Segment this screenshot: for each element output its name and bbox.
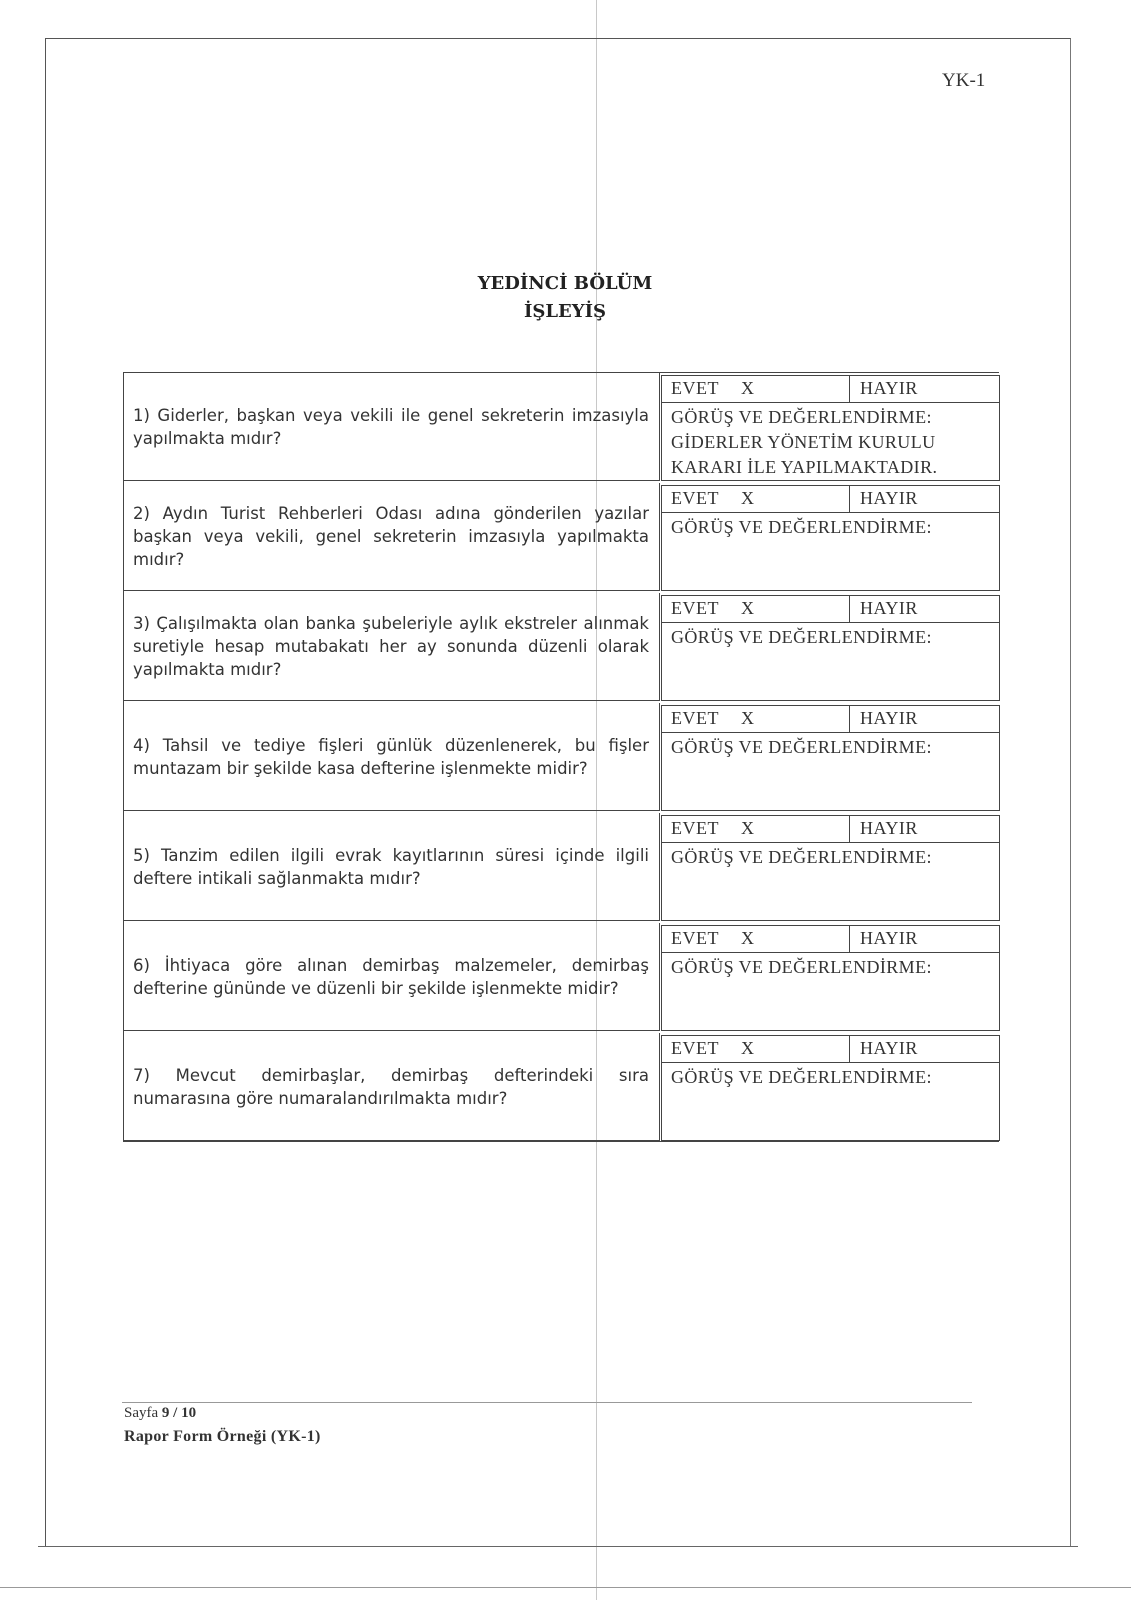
- hayir-option[interactable]: HAYIR: [860, 598, 918, 618]
- comment-area[interactable]: [671, 845, 991, 870]
- footer-page-number: 9 / 10: [161, 1405, 197, 1421]
- evet-label: EVET: [671, 708, 719, 728]
- evet-mark: X: [740, 1038, 755, 1058]
- question-text: 6) İhtiyaca göre alınan demirbaş malzemeler, demirbaş defterine gününde ve düzenli bir şekilde işlenmekte midir?: [133, 955, 649, 998]
- table-row: [124, 923, 1000, 1031]
- option-divider: [849, 926, 850, 952]
- hayir-option[interactable]: HAYIR: [860, 708, 918, 728]
- question-cell: [124, 373, 660, 481]
- comment-area[interactable]: [671, 405, 991, 480]
- answer-cell: [661, 925, 1000, 1031]
- evet-option[interactable]: [671, 378, 754, 399]
- page-code: YK-1: [942, 70, 986, 91]
- scan-bottom-edge: [0, 1587, 1131, 1588]
- question-text: 3) Çalışılmakta olan banka şubeleriyle aylık ekstreler alınmak suretiyle hesap mutabakatı her ay sonunda düzenli olarak yapılmakta mıdır?: [133, 614, 649, 679]
- evet-option[interactable]: [671, 818, 754, 839]
- yes-no-row: [662, 926, 999, 953]
- question-text: 7) Mevcut demirbaşlar, demirbaş defterindeki sıra numarasına göre numaralandırılmakta mıdır?: [133, 1065, 649, 1108]
- question-text: 4) Tahsil ve tediye fişleri günlük düzenlenerek, bu fişler muntazam bir şekilde kasa defterine işlenmekte midir?: [133, 735, 649, 778]
- evet-label: EVET: [671, 818, 719, 838]
- comment-area[interactable]: [671, 515, 991, 540]
- table-row: [124, 1033, 1000, 1141]
- comment-label: GÖRÜŞ VE DEĞERLENDİRME:: [671, 1067, 932, 1087]
- evet-label: EVET: [671, 928, 719, 948]
- comment-area[interactable]: [671, 955, 991, 980]
- hayir-option[interactable]: HAYIR: [860, 378, 918, 398]
- question-cell: [124, 923, 660, 1031]
- evet-option[interactable]: [671, 708, 754, 729]
- evet-label: EVET: [671, 598, 719, 618]
- answer-cell: [661, 485, 1000, 591]
- yes-no-row: [662, 596, 999, 623]
- answer-cell: [661, 1035, 1000, 1141]
- question-text: 2) Aydın Turist Rehberleri Odası adına gönderilen yazılar başkan veya vekili, genel sekreterin imzasıyla yapılmakta mıdır?: [133, 504, 649, 569]
- comment-text: GİDERLER YÖNETİM KURULU KARARI İLE YAPILMAKTADIR.: [671, 432, 938, 477]
- table-row: [124, 593, 1000, 701]
- evet-mark: X: [740, 488, 755, 508]
- option-divider: [849, 486, 850, 512]
- evet-mark: X: [740, 708, 755, 728]
- section-subtitle: İŞLEYİŞ: [523, 301, 607, 322]
- comment-label: GÖRÜŞ VE DEĞERLENDİRME:: [671, 407, 932, 427]
- evet-option[interactable]: [671, 598, 754, 619]
- evet-option[interactable]: [671, 1038, 754, 1059]
- question-cell: [124, 703, 660, 811]
- option-divider: [849, 596, 850, 622]
- hayir-option[interactable]: HAYIR: [860, 1038, 918, 1058]
- evet-mark: X: [740, 928, 755, 948]
- yes-no-row: [662, 816, 999, 843]
- comment-label: GÖRÜŞ VE DEĞERLENDİRME:: [671, 847, 932, 867]
- footer-page-label: Sayfa: [124, 1405, 159, 1421]
- comment-area[interactable]: [671, 625, 991, 650]
- option-divider: [849, 706, 850, 732]
- evet-mark: X: [740, 818, 755, 838]
- table-row: [124, 483, 1000, 591]
- question-cell: [124, 1033, 660, 1141]
- comment-label: GÖRÜŞ VE DEĞERLENDİRME:: [671, 627, 932, 647]
- table-row: [124, 813, 1000, 921]
- question-table: [123, 372, 999, 1142]
- comment-label: GÖRÜŞ VE DEĞERLENDİRME:: [671, 517, 932, 537]
- comment-label: GÖRÜŞ VE DEĞERLENDİRME:: [671, 737, 932, 757]
- table-row: [124, 373, 1000, 481]
- answer-cell: [661, 595, 1000, 701]
- comment-label: GÖRÜŞ VE DEĞERLENDİRME:: [671, 957, 932, 977]
- evet-option[interactable]: [671, 488, 754, 509]
- footer-page-info: [124, 1405, 196, 1422]
- question-cell: [124, 483, 660, 591]
- question-text: 5) Tanzim edilen ilgili evrak kayıtlarının süresi içinde ilgili deftere intikali sağlanmakta mıdır?: [133, 845, 649, 888]
- evet-label: EVET: [671, 378, 719, 398]
- evet-label: EVET: [671, 488, 719, 508]
- evet-mark: X: [740, 378, 755, 398]
- evet-option[interactable]: [671, 928, 754, 949]
- question-cell: [124, 813, 660, 921]
- hayir-option[interactable]: HAYIR: [860, 928, 918, 948]
- section-heading: [380, 270, 750, 326]
- evet-mark: X: [740, 598, 755, 618]
- footer-form-name: Rapor Form Örneği (YK-1): [124, 1428, 321, 1445]
- option-divider: [849, 816, 850, 842]
- comment-area[interactable]: [671, 1065, 991, 1090]
- yes-no-row: [662, 486, 999, 513]
- evet-label: EVET: [671, 1038, 719, 1058]
- hayir-option[interactable]: HAYIR: [860, 818, 918, 838]
- answer-cell: [661, 815, 1000, 921]
- page-frame-bottom: [38, 1546, 1078, 1547]
- footer-divider: [122, 1402, 972, 1403]
- option-divider: [849, 1036, 850, 1062]
- question-cell: [124, 593, 660, 701]
- question-text: 1) Giderler, başkan veya vekili ile genel sekreterin imzasıyla yapılmakta mıdır?: [133, 405, 649, 448]
- yes-no-row: [662, 376, 999, 403]
- answer-cell: [661, 705, 1000, 811]
- yes-no-row: [662, 706, 999, 733]
- hayir-option[interactable]: HAYIR: [860, 488, 918, 508]
- option-divider: [849, 376, 850, 402]
- table-row: [124, 703, 1000, 811]
- comment-area[interactable]: [671, 735, 991, 760]
- section-title: YEDİNCİ BÖLÜM: [477, 273, 653, 294]
- answer-cell: [661, 375, 1000, 481]
- yes-no-row: [662, 1036, 999, 1063]
